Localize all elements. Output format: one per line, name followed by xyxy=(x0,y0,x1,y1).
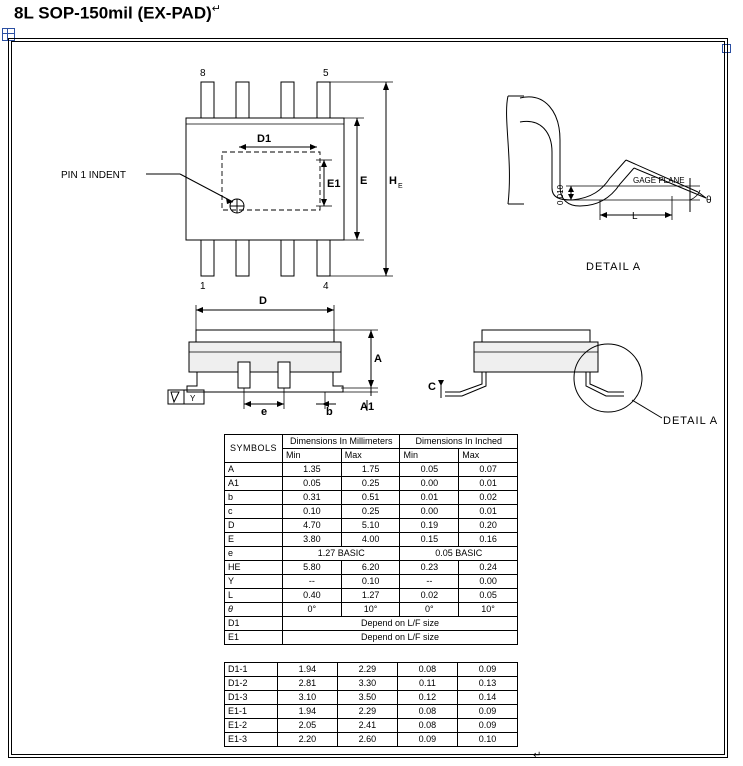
lead-8 xyxy=(201,82,214,120)
gage-arrow-bottom xyxy=(568,194,574,200)
trailing-paragraph-mark: ↵ xyxy=(533,750,542,761)
cell-note: Depend on L/F size xyxy=(282,631,517,645)
gage-plane-label: GAGE PLANE xyxy=(633,176,685,185)
row-symbol: D1 xyxy=(225,617,283,631)
detail-a-ref-label: DETAIL A xyxy=(663,415,719,427)
cell-mm-min: 1.94 xyxy=(277,663,337,677)
cell-in-min: 0.12 xyxy=(397,691,457,705)
cell-mm-max: 5.10 xyxy=(341,519,400,533)
table-row xyxy=(225,519,518,533)
flatness-symbol xyxy=(171,392,179,402)
cell-in-min: 0.19 xyxy=(400,519,459,533)
row-symbol: b xyxy=(225,491,283,505)
row-symbol: D1-1 xyxy=(225,663,278,677)
b-label: b xyxy=(326,406,333,418)
detail-a-leader xyxy=(632,400,662,418)
cell-in-max: 10° xyxy=(459,603,518,617)
detail-cut-wave xyxy=(507,96,510,204)
cell-in-max: 0.09 xyxy=(457,705,517,719)
dimension-table xyxy=(224,434,518,645)
a1-label: A1 xyxy=(360,401,375,413)
paragraph-mark: ↵ xyxy=(211,3,221,15)
c-label: C xyxy=(428,381,436,393)
header-symbols: SYMBOLS xyxy=(225,435,283,463)
table-row xyxy=(225,547,518,561)
pin-label-1: 1 xyxy=(200,281,206,292)
row-symbol: D xyxy=(225,519,283,533)
cell-mm-max: 6.20 xyxy=(341,561,400,575)
row-symbol: E1-2 xyxy=(225,719,278,733)
table-row xyxy=(225,463,518,477)
cell-mm-min: 0° xyxy=(282,603,341,617)
row-symbol: HЕ xyxy=(225,561,283,575)
pin1-callout-label: PIN 1 INDENT xyxy=(61,170,127,181)
rs-body-main xyxy=(474,342,598,372)
side-lead-b xyxy=(278,362,290,388)
table-row xyxy=(225,691,518,705)
l-arrow-left xyxy=(600,212,607,218)
lead-5 xyxy=(317,82,330,120)
cell-in-max: 0.09 xyxy=(457,663,517,677)
side-body-top xyxy=(196,330,334,342)
datum-letter: Y xyxy=(190,394,196,403)
he-arrow-top xyxy=(383,82,389,90)
cell-mm-max: 0.51 xyxy=(341,491,400,505)
d-label: D xyxy=(259,295,267,307)
cell-in-max: 0.02 xyxy=(459,491,518,505)
cell-mm-min: 0.31 xyxy=(282,491,341,505)
cell-mm-max: 1.75 xyxy=(341,463,400,477)
table-row xyxy=(225,561,518,575)
e-arrow-bottom xyxy=(354,232,360,240)
cell-in-min: -- xyxy=(400,575,459,589)
cell-in-min: 0.00 xyxy=(400,505,459,519)
cell-mm-min: 0.10 xyxy=(282,505,341,519)
lead-7 xyxy=(236,82,249,120)
lead-6 xyxy=(281,82,294,120)
a-label: A xyxy=(374,353,382,365)
page-title-text: 8L SOP-150mil (EX-PAD) xyxy=(14,3,212,23)
cell-mm-max: 3.30 xyxy=(337,677,397,691)
cell-mm-min: 1.94 xyxy=(277,705,337,719)
row-symbol: E1-3 xyxy=(225,733,278,747)
cell-mm-min: 3.10 xyxy=(277,691,337,705)
header-mm: Dimensions In Millimeters xyxy=(282,435,400,449)
detail-a-title: DETAIL A xyxy=(586,261,642,273)
e1-label: E1 xyxy=(327,178,341,190)
header-in-max: Max xyxy=(459,449,518,463)
row-symbol: c xyxy=(225,505,283,519)
cell-in-max: 0.10 xyxy=(457,733,517,747)
cell-mm-min: 1.35 xyxy=(282,463,341,477)
row-symbol: L xyxy=(225,589,283,603)
he-label: H xyxy=(389,175,397,187)
a-arrow-top xyxy=(368,330,374,338)
row-symbol: A xyxy=(225,463,283,477)
header-mm-min: Min xyxy=(282,449,341,463)
cell-in-min: 0.08 xyxy=(397,719,457,733)
cell-in-min: 0.01 xyxy=(400,491,459,505)
d-arrow-left xyxy=(196,307,203,313)
cell-mm-min: 5.80 xyxy=(282,561,341,575)
cell-mm-min: 2.20 xyxy=(277,733,337,747)
pin-label-4: 4 xyxy=(323,281,329,292)
detail-a-view xyxy=(507,96,706,220)
l-label: L xyxy=(632,211,638,222)
cell-mm-max: 0.10 xyxy=(341,575,400,589)
cell-in-max: 0.09 xyxy=(457,719,517,733)
cell-mm-min: 4.70 xyxy=(282,519,341,533)
l-arrow-right xyxy=(665,212,672,218)
a-arrow-bottom xyxy=(368,380,374,388)
cell-in-basic: 0.05 BASIC xyxy=(400,547,518,561)
header-mm-max: Max xyxy=(341,449,400,463)
cell-mm-min: -- xyxy=(282,575,341,589)
row-symbol: E1 xyxy=(225,631,283,645)
cell-mm-max: 2.60 xyxy=(337,733,397,747)
rs-lead-left xyxy=(445,372,482,392)
side-body-main xyxy=(189,342,341,372)
cell-in-max: 0.24 xyxy=(459,561,518,575)
lead-2 xyxy=(236,238,249,276)
top-view xyxy=(146,82,393,276)
cell-mm-min: 2.05 xyxy=(277,719,337,733)
side-view xyxy=(168,305,378,411)
table-row xyxy=(225,575,518,589)
theta-label: θ xyxy=(706,195,712,206)
lead-1 xyxy=(201,238,214,276)
table-row xyxy=(225,733,518,747)
side-lead-a xyxy=(238,362,250,388)
cell-in-min: 0.23 xyxy=(400,561,459,575)
table-row xyxy=(225,631,518,645)
cell-in-min: 0.08 xyxy=(397,663,457,677)
header-inch: Dimensions In Inched xyxy=(400,435,518,449)
gage-dim-label: 0.010 xyxy=(556,184,565,205)
rs-lead-right xyxy=(590,372,624,392)
cell-in-min: 0.15 xyxy=(400,533,459,547)
cell-in-max: 0.07 xyxy=(459,463,518,477)
cell-in-max: 0.20 xyxy=(459,519,518,533)
cell-mm-max: 4.00 xyxy=(341,533,400,547)
lead-right-profile xyxy=(325,372,343,392)
variant-dimension-table xyxy=(224,662,518,747)
row-symbol: Y xyxy=(225,575,283,589)
table-row xyxy=(225,491,518,505)
table-row xyxy=(225,705,518,719)
cell-mm-max: 0.25 xyxy=(341,505,400,519)
cell-mm-max: 2.41 xyxy=(337,719,397,733)
cell-in-max: 0.00 xyxy=(459,575,518,589)
cell-in-max: 0.01 xyxy=(459,505,518,519)
row-symbol: e xyxy=(225,547,283,561)
cell-mm-max: 10° xyxy=(341,603,400,617)
table-row xyxy=(225,533,518,547)
table-row xyxy=(225,505,518,519)
cell-in-min: 0.05 xyxy=(400,463,459,477)
cell-note: Depend on L/F size xyxy=(282,617,517,631)
d-arrow-right xyxy=(327,307,334,313)
table-row xyxy=(225,677,518,691)
table-row xyxy=(225,589,518,603)
cell-in-max: 0.14 xyxy=(457,691,517,705)
e-label: E xyxy=(360,175,368,187)
table-row xyxy=(225,719,518,733)
cell-mm-min: 2.81 xyxy=(277,677,337,691)
cell-in-min: 0.11 xyxy=(397,677,457,691)
row-symbol: θ xyxy=(225,603,283,617)
lead-bend-inner xyxy=(572,160,626,200)
cell-in-min: 0.00 xyxy=(400,477,459,491)
he-arrow-bottom xyxy=(383,268,389,276)
row-symbol: A1 xyxy=(225,477,283,491)
table-row xyxy=(225,663,518,677)
cell-in-min: 0.08 xyxy=(397,705,457,719)
row-symbol: E1-1 xyxy=(225,705,278,719)
d1-label: D1 xyxy=(257,133,272,145)
lead-3 xyxy=(281,238,294,276)
cell-in-min: 0° xyxy=(400,603,459,617)
row-symbol: E xyxy=(225,533,283,547)
cell-in-max: 0.05 xyxy=(459,589,518,603)
rs-body-top xyxy=(482,330,590,342)
cell-mm-min: 0.40 xyxy=(282,589,341,603)
table-row xyxy=(225,603,518,617)
e-arrow-top xyxy=(354,118,360,126)
cell-mm-max: 2.29 xyxy=(337,663,397,677)
table-header-row-1 xyxy=(225,435,518,449)
cell-mm-min: 3.80 xyxy=(282,533,341,547)
header-in-min: Min xyxy=(400,449,459,463)
row-symbol: D1-2 xyxy=(225,677,278,691)
right-side-view xyxy=(438,330,662,418)
cell-in-min: 0.02 xyxy=(400,589,459,603)
pin-label-5: 5 xyxy=(323,68,329,79)
e-pitch-arrow-left xyxy=(244,401,251,407)
gage-arrow-top xyxy=(568,186,574,192)
row-symbol: D1-3 xyxy=(225,691,278,705)
he-subscript: E xyxy=(398,183,403,190)
table-row xyxy=(225,617,518,631)
cell-in-max: 0.01 xyxy=(459,477,518,491)
e-pitch-arrow-right xyxy=(277,401,284,407)
c-arrow xyxy=(438,380,444,386)
cell-mm-min: 0.05 xyxy=(282,477,341,491)
detail-a-circle xyxy=(574,344,642,412)
cell-in-min: 0.09 xyxy=(397,733,457,747)
cell-in-max: 0.13 xyxy=(457,677,517,691)
table-row xyxy=(225,477,518,491)
cell-in-max: 0.16 xyxy=(459,533,518,547)
pin-label-8: 8 xyxy=(200,68,206,79)
cell-mm-max: 2.29 xyxy=(337,705,397,719)
cell-mm-max: 0.25 xyxy=(341,477,400,491)
lead-4 xyxy=(317,238,330,276)
cell-mm-max: 1.27 xyxy=(341,589,400,603)
cell-mm-basic: 1.27 BASIC xyxy=(282,547,400,561)
cell-mm-max: 3.50 xyxy=(337,691,397,705)
e-pitch-label: e xyxy=(261,406,268,418)
lead-left-profile xyxy=(187,372,205,392)
